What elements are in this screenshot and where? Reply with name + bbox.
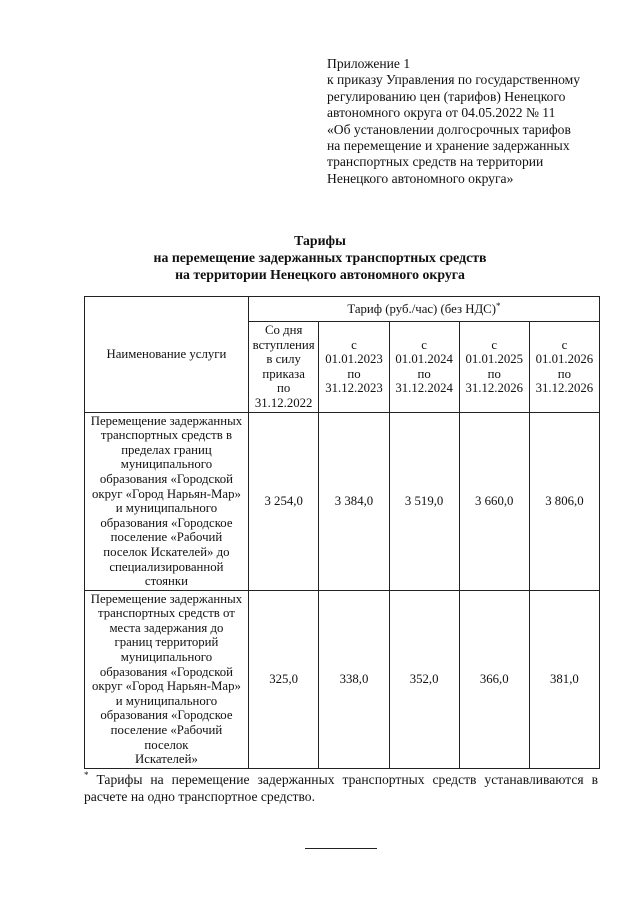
period-line: по bbox=[557, 366, 572, 381]
table-row bbox=[85, 412, 600, 590]
title-line: Тарифы bbox=[294, 233, 346, 248]
service-line: пределах границ bbox=[121, 442, 212, 457]
service-line: образования «Городской bbox=[99, 664, 234, 679]
period-line: 31.12.2023 bbox=[325, 381, 383, 396]
service-line: поселок Искателей» до bbox=[103, 544, 230, 559]
tariff-value-cell: 338,0 bbox=[319, 590, 389, 768]
period-header bbox=[248, 322, 319, 413]
period-line: 31.12.2024 bbox=[395, 381, 453, 396]
tariff-column-header bbox=[248, 297, 599, 322]
tariff-value-cell: 3 806,0 bbox=[529, 412, 599, 590]
period-line: по bbox=[487, 366, 501, 381]
service-line: стоянки bbox=[144, 574, 188, 589]
tariff-value-cell: 3 519,0 bbox=[389, 412, 459, 590]
service-line: муниципального bbox=[120, 457, 213, 472]
service-line: образования «Городской bbox=[99, 471, 234, 486]
appendix-line: «Об установлении долгосрочных тарифов bbox=[327, 121, 571, 137]
period-line: с bbox=[491, 337, 498, 352]
tariff-value-cell: 3 384,0 bbox=[319, 412, 389, 590]
period-line: с bbox=[351, 337, 357, 352]
service-line: транспортных средств в bbox=[100, 428, 232, 443]
service-column-header: Наименование услуги bbox=[85, 297, 249, 413]
service-cell bbox=[85, 412, 249, 590]
footnote-marker: * bbox=[495, 300, 501, 311]
appendix-line: регулированию цен (тарифов) Ненецкого bbox=[327, 88, 566, 104]
service-line: поселение «Рабочий bbox=[110, 530, 223, 545]
service-line: и муниципального bbox=[115, 693, 218, 708]
tariff-header-text: Тариф (руб./час) (без НДС) bbox=[347, 301, 496, 316]
title-line: на территории Ненецкого автономного округа bbox=[175, 267, 465, 282]
tariff-value-cell: 366,0 bbox=[459, 590, 529, 768]
service-line: Искателей» bbox=[134, 752, 198, 767]
service-line: Перемещение задержанных bbox=[90, 413, 243, 428]
service-line: Перемещение задержанных bbox=[90, 591, 243, 606]
service-line: образования «Городское bbox=[100, 708, 233, 723]
appendix-block bbox=[327, 56, 617, 187]
tariff-table bbox=[84, 296, 600, 769]
service-line: и муниципального bbox=[115, 501, 218, 516]
service-line: муниципального bbox=[120, 650, 213, 665]
period-header bbox=[529, 322, 599, 413]
tariff-value-cell: 381,0 bbox=[529, 590, 599, 768]
appendix-line: к приказу Управления по государственному bbox=[327, 72, 581, 88]
tariff-value-cell: 3 254,0 bbox=[248, 412, 319, 590]
service-cell bbox=[85, 590, 249, 768]
service-line: специализированной bbox=[109, 559, 224, 574]
appendix-line: автономного округа от 04.05.2022 № 11 bbox=[327, 105, 556, 121]
appendix-line: на перемещение и хранение задержанных bbox=[327, 138, 570, 154]
period-line: 01.01.2026 bbox=[535, 352, 594, 367]
title-line: на перемещение задержанных транспортных средств bbox=[153, 250, 487, 265]
period-line: по bbox=[347, 366, 361, 381]
table-row bbox=[85, 590, 600, 768]
tariff-value-cell: 3 660,0 bbox=[459, 412, 529, 590]
period-line: Со дня bbox=[264, 323, 303, 337]
service-line: округ «Город Нарьян-Мар» bbox=[91, 486, 241, 501]
period-header bbox=[389, 322, 459, 413]
period-line: вступления bbox=[252, 337, 315, 352]
footnote-mark: * bbox=[84, 770, 89, 780]
appendix-line: Ненецкого автономного округа» bbox=[327, 170, 514, 186]
period-line: 01.01.2023 bbox=[325, 352, 383, 367]
period-line: с bbox=[561, 337, 568, 352]
period-line: с bbox=[421, 337, 427, 352]
service-line: округ «Город Нарьян-Мар» bbox=[91, 679, 241, 694]
service-line: поселение «Рабочий поселок bbox=[110, 723, 223, 752]
period-line: приказа bbox=[262, 366, 305, 381]
service-line: транспортных средств от bbox=[97, 606, 235, 621]
period-header bbox=[319, 322, 389, 413]
service-line: места задержания до bbox=[109, 620, 224, 635]
appendix-line: Приложение 1 bbox=[327, 56, 411, 71]
period-line: по bbox=[417, 366, 431, 381]
service-line: границ территорий bbox=[114, 635, 219, 650]
period-line: 31.12.2026 bbox=[535, 381, 594, 396]
end-divider bbox=[305, 848, 377, 849]
service-line: образования «Городское bbox=[100, 515, 233, 530]
period-line: 31.12.2026 bbox=[465, 381, 524, 396]
period-line: 31.12.2022 bbox=[254, 395, 313, 410]
tariff-value-cell: 325,0 bbox=[248, 590, 319, 768]
appendix-line: транспортных средств на территории bbox=[327, 154, 544, 170]
footnote-text: Тарифы на перемещение задержанных транспортных средств устанавливаются в расчете на одно транспортное средство. bbox=[84, 772, 599, 804]
period-line: 01.01.2024 bbox=[395, 352, 453, 367]
period-header bbox=[459, 322, 529, 413]
table-header-row bbox=[85, 297, 600, 322]
period-line: 01.01.2025 bbox=[465, 352, 524, 367]
document-title bbox=[0, 232, 640, 283]
tariff-value-cell: 352,0 bbox=[389, 590, 459, 768]
period-line: по bbox=[277, 381, 291, 396]
period-line: в силу bbox=[266, 352, 301, 367]
footnote bbox=[84, 771, 598, 805]
